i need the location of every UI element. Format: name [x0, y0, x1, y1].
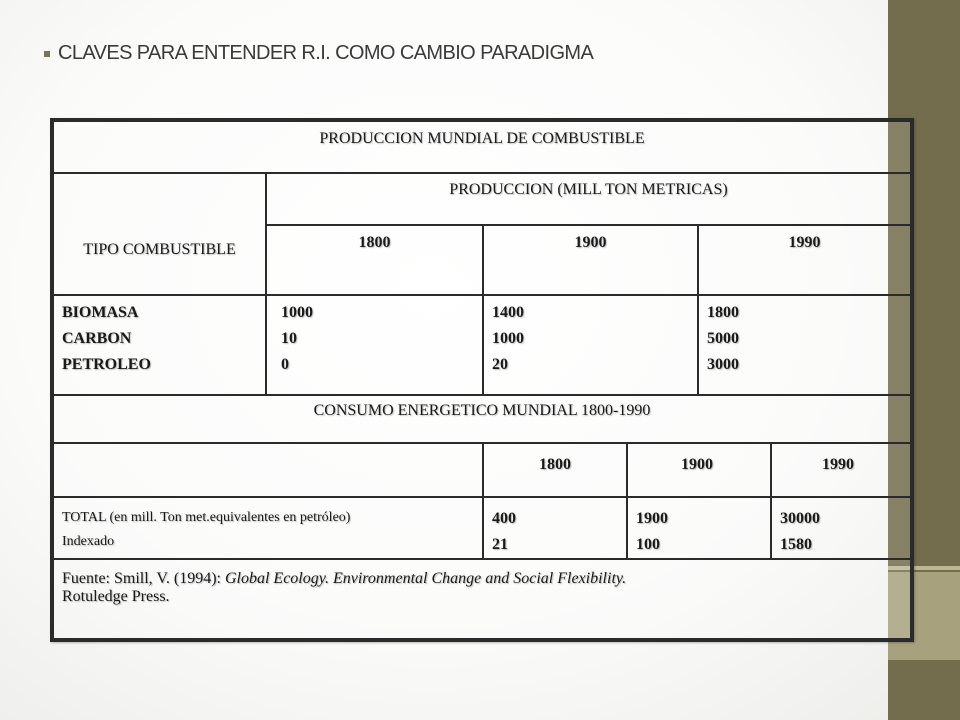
fuel-names-cell [53, 295, 266, 395]
fuel-carbon: CARBON [62, 330, 132, 347]
values-1800-cell [266, 295, 483, 395]
slide-heading [44, 42, 593, 65]
table1-year-1990: 1990 [698, 225, 911, 295]
fuel-petroleo: PETROLEO [62, 356, 151, 373]
table1-year-1800: 1800 [266, 225, 483, 295]
source-suffix: Rotuledge Press. [62, 588, 170, 605]
values-1990-cell [698, 295, 911, 395]
table2-title: CONSUMO ENERGETICO MUNDIAL 1800-1990 [53, 395, 911, 443]
source-prefix: Fuente: Smill, V. (1994): [62, 570, 225, 587]
table1-year-1900: 1900 [483, 225, 698, 295]
fuel-biomasa: BIOMASA [62, 304, 139, 321]
label-total: TOTAL (en mill. Ton met.equivalentes en petróleo) [62, 510, 351, 525]
production-group-header: PRODUCCION (MILL TON METRICAS) [266, 173, 911, 225]
value-petroleo-1800: 0 [281, 356, 289, 373]
label-indexado: Indexado [62, 534, 115, 549]
value-carbon-1900: 1000 [492, 330, 524, 347]
indexado-1990: 1580 [780, 536, 812, 553]
source-title: Global Ecology. Environmental Change and Social Flexibility. [224, 570, 627, 587]
total-1800: 400 [492, 510, 516, 527]
consumption-1990-cell [771, 497, 911, 559]
value-petroleo-1990: 3000 [707, 356, 739, 373]
value-biomasa-1900: 1400 [492, 304, 524, 321]
fuel-type-header: TIPO COMBUSTIBLE [53, 173, 266, 295]
consumption-1800-cell [483, 497, 627, 559]
table1-title: PRODUCCION MUNDIAL DE COMBUSTIBLE [53, 121, 911, 173]
value-biomasa-1800: 1000 [281, 304, 313, 321]
bullet-icon [44, 51, 50, 57]
value-carbon-1990: 5000 [707, 330, 739, 347]
consumption-1900-cell [627, 497, 771, 559]
slide-heading-text: CLAVES PARA ENTENDER R.I. COMO CAMBIO PARADIGMA [58, 42, 594, 64]
value-carbon-1800: 10 [281, 330, 297, 347]
total-1900: 1900 [636, 510, 668, 527]
table2-empty-header [53, 443, 483, 497]
source-citation [53, 559, 911, 639]
value-petroleo-1900: 20 [492, 356, 508, 373]
table2-year-1800: 1800 [483, 443, 627, 497]
table2-year-1990: 1990 [771, 443, 911, 497]
indexado-1800: 21 [492, 536, 508, 553]
total-1990: 30000 [780, 510, 820, 527]
indexado-1900: 100 [636, 536, 660, 553]
table2-year-1900: 1900 [627, 443, 771, 497]
data-table [50, 118, 914, 642]
consumption-labels-cell [53, 497, 483, 559]
values-1900-cell [483, 295, 698, 395]
value-biomasa-1990: 1800 [707, 304, 739, 321]
